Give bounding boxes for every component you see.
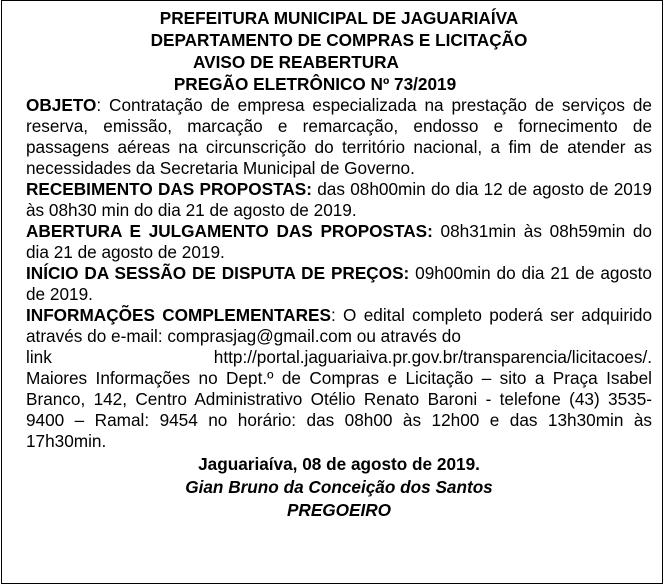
informacoes-paragraph	[26, 305, 652, 347]
notice-document	[1, 0, 663, 584]
notice-header	[26, 7, 652, 95]
recebimento-paragraph	[26, 179, 652, 221]
link-line	[26, 347, 652, 368]
link-word: link	[26, 347, 52, 367]
signatory-name: Gian Bruno da Conceição dos Santos	[185, 477, 493, 497]
inicio-text: 09h00min do dia 21 de agosto de 2019.	[26, 263, 652, 304]
informacoes-section	[26, 305, 652, 452]
portal-url: http://portal.jaguariaiva.pr.gov.br/transparencia/licitacoes/.	[213, 347, 652, 367]
municipality-title: PREFEITURA MUNICIPAL DE JAGUARIAÍVA	[159, 8, 519, 28]
informacoes-text-2: ou através do	[352, 326, 461, 346]
recebimento-label: RECEBIMENTO DAS PROPOSTAS:	[26, 179, 312, 199]
notice-type-title: AVISO DE REABERTURA	[193, 52, 399, 72]
objeto-label: OBJETO	[26, 95, 97, 115]
inicio-paragraph	[26, 263, 652, 305]
objeto-paragraph	[26, 95, 652, 179]
informacoes-rest: Maiores Informações no Dept.º de Compras e Licitação – sito a Praça Isabel Branco, 142, Centro Administrativo Otélio Renato Baroni - telefone (43) 3535-9400 – Ramal: 9454 no horário: das 08h00 às 12h00 e das 13h30min às 17h30min.	[26, 368, 652, 451]
abertura-label: ABERTURA E JULGAMENTO DAS PROPOSTAS:	[26, 221, 433, 241]
recebimento-text: das 08h00min do dia 12 de agosto de 2019 às 08h30 min do dia 21 de agosto de 2019.	[26, 179, 652, 220]
inicio-label: INÍCIO DA SESSÃO DE DISPUTA DE PREÇOS:	[26, 263, 410, 283]
informacoes-label: INFORMAÇÕES COMPLEMENTARES	[26, 305, 331, 325]
department-title: DEPARTAMENTO DE COMPRAS E LICITAÇÃO	[150, 30, 528, 50]
objeto-text: : Contratação de empresa especializada na prestação de serviços de reserva, emissão, marcação e remarcação, endosso e fornecimento de passagens aéreas na circunscrição do território nacional, a fim de atender as necessidades da Secretaria Municipal de Governo.	[26, 95, 652, 178]
abertura-text: 08h31min às 08h59min do dia 21 de agosto de 2019.	[26, 221, 652, 262]
place-date: Jaguariaíva, 08 de agosto de 2019.	[198, 454, 480, 474]
informacoes-text: : O edital completo poderá ser adquirido através do e-mail:	[26, 305, 653, 346]
signatory-role: PREGOEIRO	[286, 500, 392, 520]
abertura-paragraph	[26, 221, 652, 263]
closing-block	[26, 453, 652, 522]
email-address: comprasjag@gmail.com	[167, 326, 352, 346]
auction-number-title: PREGÃO ELETRÔNICO Nº 73/2019	[173, 74, 457, 94]
